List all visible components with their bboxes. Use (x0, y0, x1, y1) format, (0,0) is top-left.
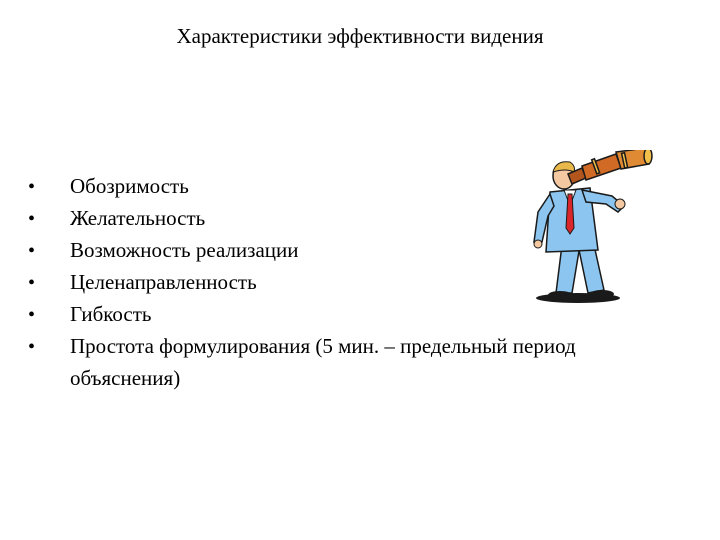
bullet-marker: • (28, 240, 36, 262)
bullet-marker: • (28, 176, 36, 198)
bullet-text: Обозримость (70, 174, 189, 198)
bullet-marker: • (28, 304, 36, 326)
list-item (22, 330, 682, 394)
slide-title: Характеристики эффективности видения (176, 24, 544, 48)
bullet-text: Целенаправленность (70, 270, 257, 294)
bullet-marker: • (28, 272, 36, 294)
bullet-text: Желательность (70, 206, 206, 230)
bullet-text: Гибкость (70, 302, 152, 326)
bullet-marker: • (28, 208, 36, 230)
bullet-text: Возможность реализации (70, 238, 299, 262)
man-with-telescope-icon (520, 150, 660, 305)
bullet-text: Простота формулирования (5 мин. – предельный период объяснения) (70, 334, 576, 390)
bullet-marker: • (28, 336, 36, 358)
